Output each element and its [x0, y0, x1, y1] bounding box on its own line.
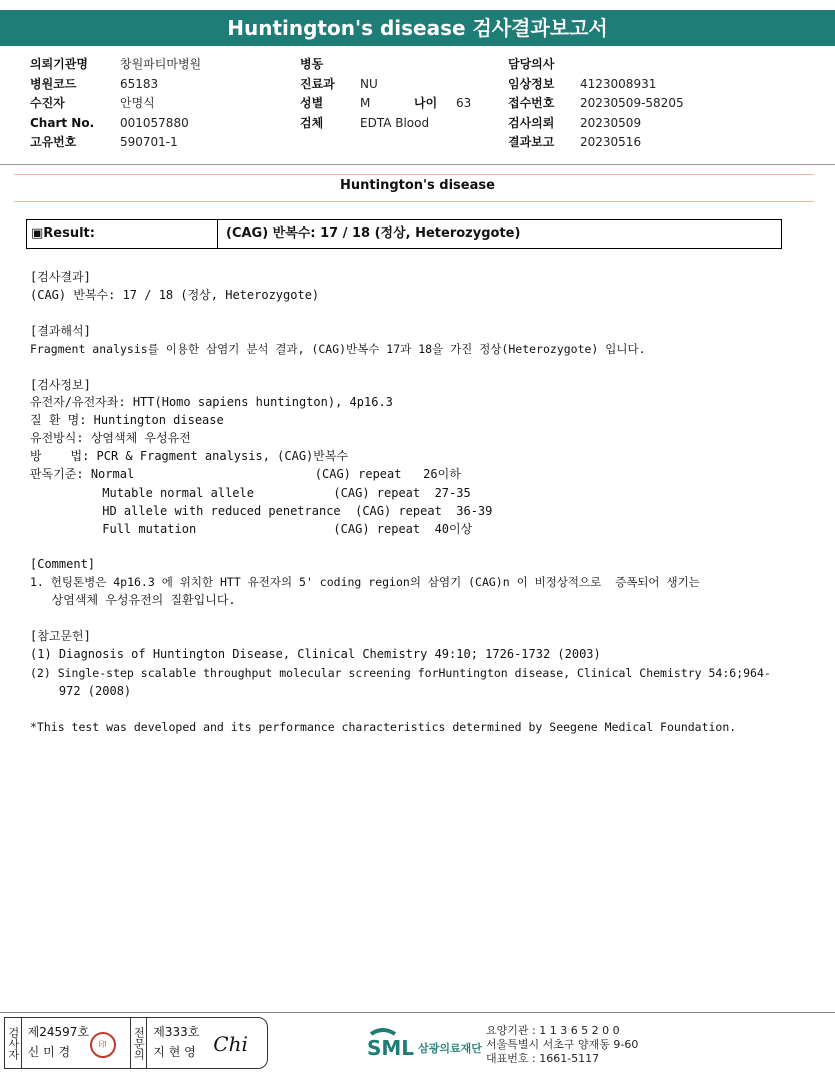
text-method: 방 법: PCR & Fragment analysis, (CAG)반복수 — [30, 449, 349, 463]
text-gene: 유전자/유전자좌: HTT(Homo sapiens huntington), 4p16.3 — [30, 395, 393, 409]
label-receipt-no: 접수번호 — [508, 96, 555, 110]
label-report-date: 결과보고 — [508, 135, 555, 149]
result-box — [26, 219, 782, 249]
value-unique-no: 590701-1 — [120, 135, 178, 149]
result-value: (CAG) 반복수: 17 / 18 (정상, Heterozygote) — [226, 226, 521, 241]
label-hospital-code: 병원코드 — [30, 76, 77, 91]
footer-divider — [0, 1012, 835, 1013]
value-institution: 창원파티마병원 — [120, 57, 202, 71]
text-criteria-mutable: Mutable normal allele (CAG) repeat 27-35 — [30, 486, 471, 500]
text-test-result: (CAG) 반복수: 17 / 18 (정상, Heterozygote) — [30, 288, 320, 302]
org-phone: 대표번호 : 1661-5117 — [486, 1052, 600, 1065]
signature-icon: Chi — [213, 1032, 248, 1056]
label-tester — [5, 1018, 22, 1068]
heading-interpretation: [결과해석] — [30, 324, 91, 338]
logo-text: SML — [367, 1036, 415, 1060]
text-reference-2: (2) Single-step scalable throughput molecular screening forHuntington disease, Clinical Chemistry 54:6;964- — [30, 666, 771, 680]
value-age: 63 — [456, 96, 472, 110]
org-institution-code: 요양기관 : 1 1 3 6 5 2 0 0 — [486, 1024, 620, 1037]
heading-test-result: [검사결과] — [30, 270, 91, 284]
value-sex: M — [360, 96, 371, 110]
label-unique-no: 고유번호 — [30, 135, 77, 149]
label-specialist — [130, 1018, 148, 1068]
text-disease: 질 환 명: Huntington disease — [30, 413, 224, 427]
header-col-2 — [300, 55, 471, 133]
org-name: 삼광의료재단 — [418, 1042, 482, 1055]
section-rule-top — [14, 174, 814, 175]
tester-cell — [22, 1018, 130, 1068]
section-rule-bottom — [14, 201, 814, 202]
specialist-license: 제333호 — [153, 1025, 200, 1039]
seal-icon: 印 — [90, 1032, 116, 1058]
text-comment-1: 1. 헌팅톤병은 4p16.3 에 위치한 HTT 유전자의 5' coding region의 삼염기 (CAG)n 이 비정상적으로 증폭되어 생기는 — [30, 575, 700, 589]
header-divider — [0, 164, 835, 165]
label-specimen: 검체 — [300, 115, 324, 130]
label-clinical-info: 임상정보 — [508, 76, 555, 91]
value-specimen: EDTA Blood — [360, 115, 430, 130]
tester-license: 제24597호 — [27, 1025, 90, 1039]
label-chart-no: Chart No. — [30, 115, 95, 130]
value-chart-no: 001057880 — [120, 115, 189, 130]
specialist-name: 지 현 영 — [153, 1045, 196, 1059]
value-request-date: 20230509 — [580, 115, 642, 130]
text-criteria-normal: 판독기준: Normal (CAG) repeat 26이하 — [30, 467, 461, 481]
org-logo — [365, 1024, 482, 1060]
label-patient: 수진자 — [30, 96, 65, 110]
label-request-date: 검사의뢰 — [508, 115, 555, 130]
header-col-3 — [508, 55, 684, 153]
value-clinical-info: 4123008931 — [580, 76, 657, 91]
heading-references: [참고문헌] — [30, 629, 91, 643]
result-label: ▣Result: — [27, 220, 218, 248]
text-reference-1: (1) Diagnosis of Huntington Disease, Clinical Chemistry 49:10; 1726-1732 (2003) — [30, 647, 601, 661]
value-report-date: 20230516 — [580, 135, 642, 149]
label-age: 나이 — [414, 96, 438, 110]
org-address: 서울특별시 서초구 양재동 9-60 — [486, 1038, 639, 1051]
text-criteria-full: Full mutation (CAG) repeat 40이상 — [30, 522, 473, 536]
heading-test-info: [검사정보] — [30, 378, 91, 392]
label-specialist-text: 전문의 — [132, 1026, 146, 1060]
label-ward: 병동 — [300, 57, 324, 71]
text-disclaimer: *This test was developed and its performance characteristics determined by Seegene Medical Foundation. — [30, 720, 737, 734]
signature-box — [4, 1017, 268, 1069]
text-criteria-reduced: HD allele with reduced penetrance (CAG) repeat 36-39 — [30, 504, 493, 518]
tester-name: 신 미 경 — [27, 1045, 71, 1059]
label-sex: 성별 — [300, 96, 324, 110]
label-department: 진료과 — [300, 76, 335, 91]
value-receipt-no: 20230509-58205 — [580, 96, 684, 110]
text-reference-2-cont: 972 (2008) — [30, 684, 132, 698]
text-interpretation: Fragment analysis를 이용한 삼염기 분석 결과, (CAG)반복수 17과 18을 가진 정상(Heterozygote) 입니다. — [30, 342, 646, 356]
org-address-block — [486, 1024, 638, 1066]
label-institution: 의뢰기관명 — [30, 57, 88, 71]
value-patient: 안명식 — [120, 96, 155, 110]
label-tester-text: 검사자 — [6, 1026, 20, 1060]
report-title: Huntington's disease 검사결과보고서 — [0, 10, 835, 46]
heading-comment: [Comment] — [30, 557, 96, 571]
header-col-1 — [30, 55, 201, 153]
label-doctor: 담당의사 — [508, 57, 555, 71]
specialist-cell — [147, 1018, 267, 1068]
text-inheritance: 유전방식: 상염색체 우성유전 — [30, 431, 191, 445]
value-hospital-code: 65183 — [120, 76, 159, 91]
value-department: NU — [360, 76, 378, 91]
section-title: Huntington's disease — [340, 178, 495, 193]
text-comment-2: 상염색체 우성유전의 질환입니다. — [30, 593, 236, 607]
